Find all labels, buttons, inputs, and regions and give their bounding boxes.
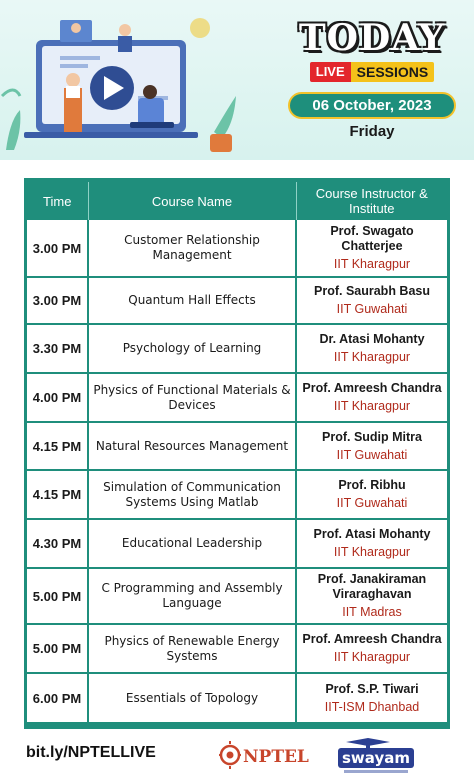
instructor-name: Prof. Saurabh Basu — [314, 284, 430, 298]
column-header-instructor: Course Instructor & Institute — [315, 186, 428, 216]
hero-banner — [0, 0, 474, 160]
date-pill: 06 October, 2023 — [288, 92, 456, 119]
session-time: 6.00 PM — [27, 673, 88, 723]
table-row — [27, 519, 447, 568]
institute-name: IIT Guwahati — [336, 496, 408, 510]
instructor-name: Dr. Atasi Mohanty — [319, 332, 425, 346]
online-class-illustration-icon — [0, 0, 240, 160]
institute-name: IIT Kharagpur — [333, 399, 411, 413]
instructor-name: Prof. Swagato Chatterjee — [330, 224, 414, 253]
session-time: 4.15 PM — [27, 422, 88, 470]
course-name: Simulation of Communication Systems Using Matlab — [88, 470, 296, 519]
instructor-cell — [296, 422, 447, 470]
table-header-row — [27, 182, 447, 220]
live-sessions-label — [282, 62, 462, 82]
session-time: 4.15 PM — [27, 470, 88, 519]
institute-name: IIT-ISM Dhanbad — [324, 699, 420, 714]
footer — [0, 730, 474, 782]
table-row — [27, 470, 447, 519]
table-row — [27, 568, 447, 624]
swayam-logo-icon — [338, 736, 414, 776]
session-time: 5.00 PM — [27, 624, 88, 673]
instructor-cell — [296, 373, 447, 422]
course-name: C Programming and Assembly Language — [88, 568, 296, 624]
course-name: Physics of Renewable Energy Systems — [88, 624, 296, 673]
course-name: Physics of Functional Materials & Devices — [88, 373, 296, 422]
svg-text:swayam: swayam — [342, 749, 410, 767]
instructor-cell — [296, 624, 447, 673]
course-name: Natural Resources Management — [88, 422, 296, 470]
instructor-cell — [296, 470, 447, 519]
title-block — [282, 18, 462, 140]
institute-name: IIT Kharagpur — [333, 545, 411, 559]
instructor-cell — [296, 277, 447, 324]
sessions-tag: SESSIONS — [351, 62, 435, 82]
course-name: Customer Relationship Management — [88, 220, 296, 277]
schedule-table — [27, 182, 447, 724]
schedule-table-panel — [24, 178, 450, 729]
table-row — [27, 624, 447, 673]
institute-name: IIT Madras — [342, 605, 402, 619]
session-time: 3.00 PM — [27, 277, 88, 324]
institute-name: IIT Kharagpur — [333, 350, 411, 364]
table-row — [27, 220, 447, 277]
instructor-cell — [296, 519, 447, 568]
institute-name: IIT Kharagpur — [333, 650, 411, 664]
table-row — [27, 373, 447, 422]
live-tag: LIVE — [310, 62, 351, 82]
instructor-cell — [296, 324, 447, 373]
instructor-name: Prof. Amreesh Chandra — [302, 381, 442, 395]
instructor-name: Prof. Sudip Mitra — [322, 429, 422, 444]
table-row — [27, 422, 447, 470]
instructor-cell — [296, 568, 447, 624]
instructor-name: Prof. Janakiraman Viraraghavan — [317, 572, 427, 601]
institute-name: IIT Guwahati — [336, 302, 408, 316]
course-name: Essentials of Topology — [88, 673, 296, 723]
column-header-time: Time — [27, 182, 88, 220]
session-time: 3.00 PM — [27, 220, 88, 277]
institute-name: IIT Kharagpur — [333, 257, 411, 271]
course-name: Quantum Hall Effects — [88, 277, 296, 324]
instructor-name: Prof. Amreesh Chandra — [302, 632, 442, 646]
table-row — [27, 277, 447, 324]
svg-text:NPTEL: NPTEL — [243, 747, 309, 767]
session-time: 4.30 PM — [27, 519, 88, 568]
institute-name: IIT Guwahati — [336, 447, 408, 462]
nptel-logo-icon — [218, 740, 312, 770]
today-heading: TODAY — [298, 17, 446, 59]
table-row — [27, 673, 447, 723]
course-name: Psychology of Learning — [88, 324, 296, 373]
table-body — [27, 220, 447, 723]
session-time: 4.00 PM — [27, 373, 88, 422]
instructor-cell — [296, 220, 447, 277]
column-header-course: Course Name — [88, 182, 296, 220]
instructor-name: Prof. Atasi Mohanty — [313, 527, 431, 541]
course-name: Educational Leadership — [88, 519, 296, 568]
table-row — [27, 324, 447, 373]
instructor-name: Prof. S.P. Tiwari — [325, 681, 419, 696]
day-label: Friday — [349, 123, 395, 140]
session-time: 3.30 PM — [27, 324, 88, 373]
instructor-name: Prof. Ribhu — [338, 478, 406, 492]
nptel-live-link[interactable]: bit.ly/NPTELLIVE — [26, 744, 156, 761]
instructor-cell — [296, 673, 447, 723]
session-time: 5.00 PM — [27, 568, 88, 624]
